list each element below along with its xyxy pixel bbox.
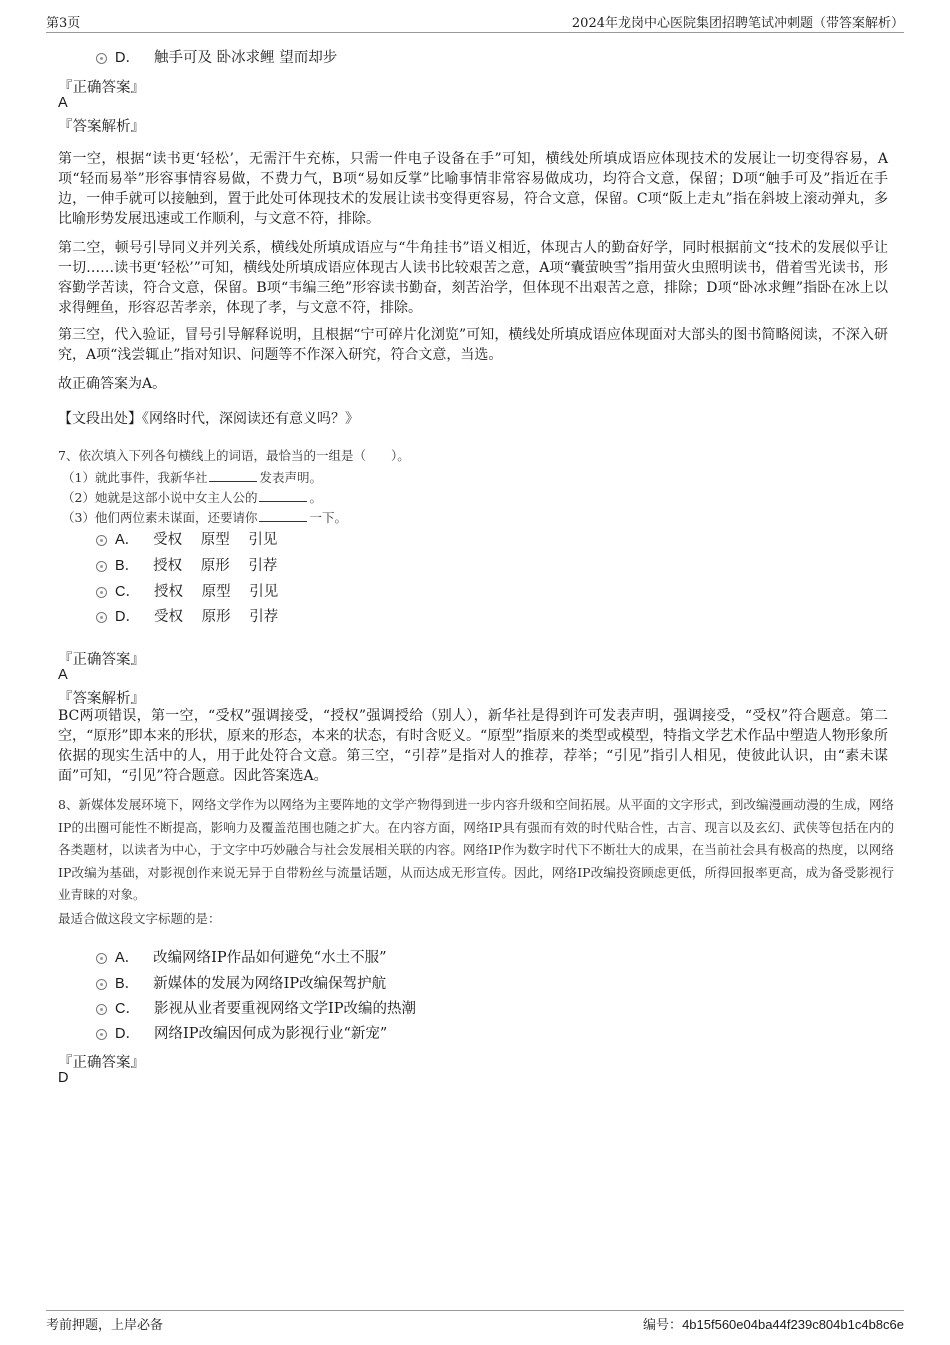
- option-letter: B．: [115, 558, 140, 574]
- q6-answer: A: [58, 95, 68, 111]
- page-footer: [0, 1300, 950, 1345]
- q7-analysis: BC两项错误，第一空，“受权”强调接受，“授权”强调授给（别人），新华社是得到许可发表声明，强调接受，“受权”符合题意。第二空，“原形”即本来的形状，原来的形态，本来的状态，有时含贬义。“原型”指原来的类型或模型，特指文学艺术作品中塑造人物形象所依据的现实生活中的人，用于此处符合文意。第三空，“引荐”是指对人的推荐，荐举；“引见”指引人相见，使彼此认识，由“素未谋面”可知，“引见”符合题意。因此答案选A。: [58, 708, 888, 784]
- header-divider: [46, 32, 904, 33]
- radio-icon[interactable]: [96, 561, 107, 572]
- option-text: 影视从业者要重视网络文学IP改编的热潮: [153, 1001, 416, 1017]
- document-title: 2024年龙岗中心医院集团招聘笔试冲刺题（带答案解析）: [571, 16, 904, 31]
- option-letter: A．: [115, 950, 140, 966]
- option-text: 新媒体的发展为网络IP改编保驾护航: [153, 976, 387, 992]
- q6-analysis-para-2: 第二空，顿号引导同义并列关系，横线处所填成语应与“牛角挂书”语义相近，体现古人的勤奋好学，同时根据前文“技术的发展似乎让一切……读书更‘轻松’”可知，横线处所填成语应体现古人读书比较艰苦之意，A项“囊萤映雪”指用萤火虫照明读书，借着雪光读书，形容勤学苦读，符合文意，保留。B项“韦编三绝”形容读书勤奋，刻苦治学，但体现不出艰苦之意，排除；D项“卧冰求鲤”指卧在冰上以求得鲤鱼，形容忍苦孝亲，体现了孝，与文意不符，排除。: [58, 240, 888, 316]
- radio-icon[interactable]: [96, 1029, 107, 1040]
- radio-icon[interactable]: [96, 53, 107, 64]
- q6-option-d[interactable]: [96, 46, 337, 67]
- q6-source: 【文段出处】《网络时代，深阅读还有意义吗？》: [58, 411, 359, 427]
- q6-answer-label: 『正确答案』: [58, 80, 145, 96]
- blank-line: [259, 489, 307, 502]
- option-text: 改编网络IP作品如何避免“水土不服”: [153, 950, 387, 966]
- option-letter: D．: [115, 609, 140, 625]
- q7-analysis-label: 『答案解析』: [58, 691, 145, 707]
- option-text: 授权 原形 引荐: [153, 558, 278, 574]
- option-letter: C．: [115, 584, 140, 600]
- q6-analysis-label: 『答案解析』: [58, 119, 145, 135]
- option-text: 受权 原型 引见: [153, 532, 278, 548]
- radio-icon[interactable]: [96, 535, 107, 546]
- q7-answer: A: [58, 667, 68, 683]
- option-letter: D．: [115, 1026, 140, 1042]
- q8-question: 最适合做这段文字标题的是：: [58, 911, 221, 926]
- option-text: 授权 原型 引见: [153, 584, 279, 600]
- page-number: 第3页: [46, 16, 81, 31]
- q7-option-d[interactable]: [96, 605, 278, 626]
- q8-option-d[interactable]: [96, 1022, 387, 1043]
- q8-answer: D: [58, 1070, 69, 1086]
- radio-icon[interactable]: [96, 1004, 107, 1015]
- q7-sentence-3: （3）他们两位素未谋面，还要请你 一下。: [62, 510, 347, 525]
- q8-option-c[interactable]: [96, 997, 416, 1018]
- q7-sentence-2: （2）她就是这部小说中女主人公的 。: [62, 490, 322, 505]
- footer-divider: [46, 1310, 904, 1311]
- q6-analysis-para-1: 第一空，根据“读书更‘轻松’，无需汗牛充栋，只需一件电子设备在手”可知，横线处所填成语应体现技术的发展让一切变得容易，A项“轻而易举”形容事情容易做，不费力气，B项“易如反掌”比喻事情非常容易做成功，均符合文意，保留；D项“触手可及”指近在手边，一伸手就可以接触到，置于此处可体现技术的发展让读书变得更容易，符合文意，保留。C项“阪上走丸”指在斜坡上滚动弹丸，多比喻形势发展迅速或工作顺利，与文意不符，排除。: [58, 151, 888, 227]
- q7-option-b[interactable]: [96, 554, 277, 575]
- option-letter: A．: [115, 532, 140, 548]
- q7-stem: 7、依次填入下列各句横线上的词语，最恰当的一组是（ ）。: [58, 448, 410, 463]
- radio-icon[interactable]: [96, 953, 107, 964]
- q6-conclusion: 故正确答案为A。: [58, 376, 167, 392]
- option-text: 受权 原形 引荐: [153, 609, 279, 625]
- radio-icon[interactable]: [96, 979, 107, 990]
- q8-stem: 8、新媒体发展环境下，网络文学作为以网络为主要阵地的文学产物得到进一步内容升级和空间拓展。从平面的文字形式，到改编漫画动漫的生成，网络IP的出圈可能性不断提高，影响力及覆盖范围也随之扩大。在内容方面，网络IP具有强而有效的时代贴合性，古言、现言以及玄幻、武侠等包括在内的各类题材，以读者为中心，于文字中巧妙融合与社会发展相关联的内容。网络IP作为数字时代下不断壮大的成果，在当前社会具有极高的热度，以网络IP改编为基础，对影视创作来说无异于自带粉丝与流量话题，从而达成无形宣传。因此，网络IP改编投资顾虑更低，所得回报率更高，成为备受影视行业青睐的对象。: [58, 797, 894, 902]
- q8-answer-label: 『正确答案』: [58, 1055, 145, 1071]
- option-text: 网络IP改编因何成为影视行业“新宠”: [153, 1026, 388, 1042]
- blank-line: [209, 469, 257, 482]
- option-text: 触手可及 卧冰求鲤 望而却步: [153, 50, 338, 66]
- q8-option-b[interactable]: [96, 972, 386, 993]
- footer-slogan: 考前押题，上岸必备: [46, 1318, 164, 1333]
- q7-sentence-1: （1）就此事件，我新华社 发表声明。: [62, 470, 322, 485]
- document-code: 编号：4b15f560e04ba44f239c804b1c4b8c6e: [643, 1317, 904, 1333]
- option-letter: B．: [115, 976, 140, 992]
- radio-icon[interactable]: [96, 587, 107, 598]
- option-letter: C．: [115, 1001, 140, 1017]
- q7-answer-label: 『正确答案』: [58, 652, 145, 668]
- page-header: [0, 0, 950, 36]
- option-letter: D．: [115, 50, 140, 66]
- blank-line: [259, 509, 307, 522]
- q8-option-a[interactable]: [96, 946, 386, 967]
- radio-icon[interactable]: [96, 612, 107, 623]
- q7-option-c[interactable]: [96, 580, 278, 601]
- q6-analysis-para-3: 第三空，代入验证，冒号引导解释说明，且根据“宁可碎片化浏览”可知，横线处所填成语应体现面对大部头的图书简略阅读，不深入研究，A项“浅尝辄止”指对知识、问题等不作深入研究，符合文意，当选。: [58, 327, 888, 363]
- q7-option-a[interactable]: [96, 528, 277, 549]
